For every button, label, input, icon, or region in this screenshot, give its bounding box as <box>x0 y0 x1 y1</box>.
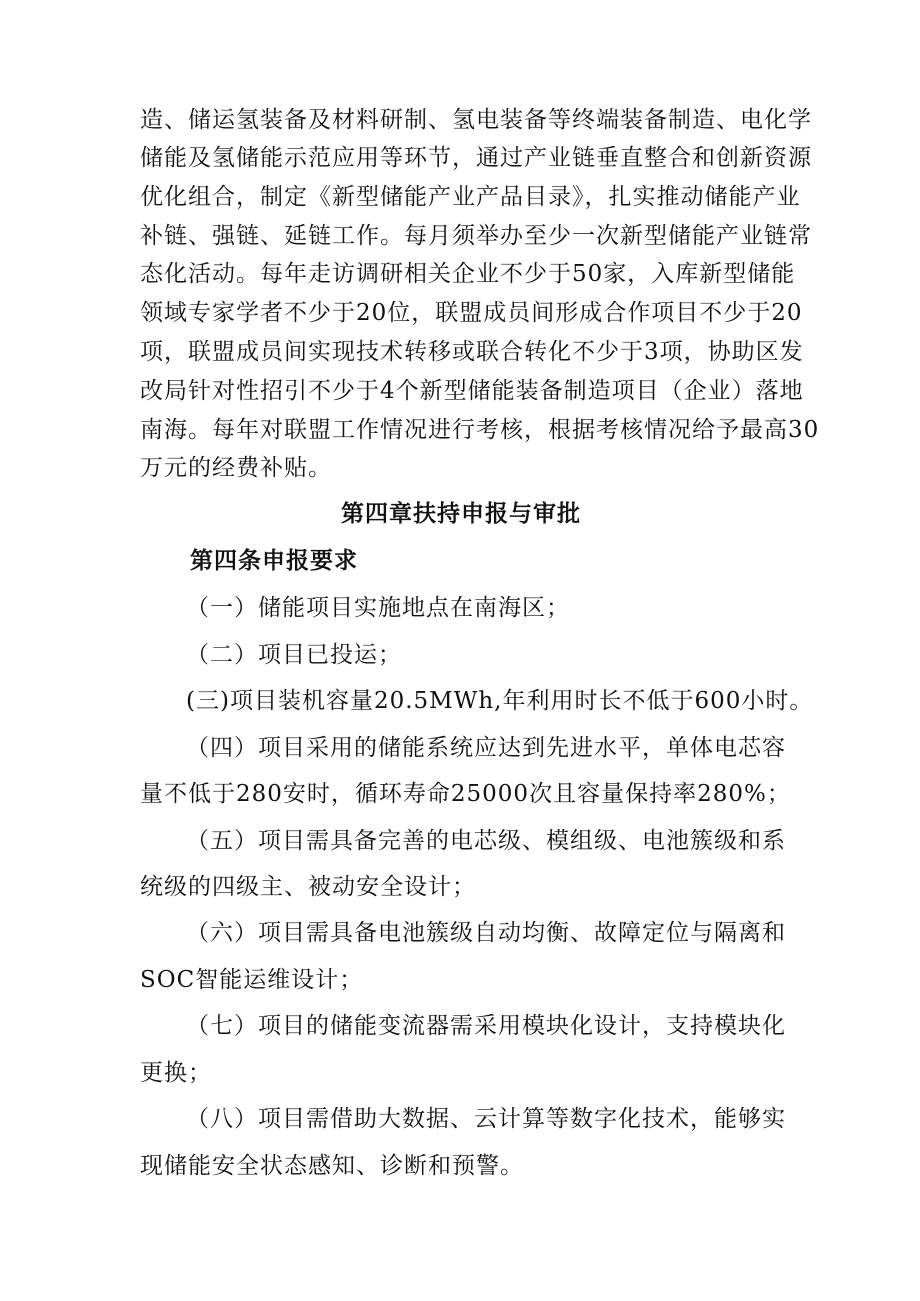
paragraph-line: 万元的经费补贴。 <box>140 455 332 481</box>
requirement-8-line-1: （八）项目需借助大数据、云计算等数字化技术，能够实 <box>186 1106 786 1132</box>
requirement-4-line-1: （四）项目采用的储能系统应达到先进水平，单体电芯容 <box>186 735 786 761</box>
requirement-1: （一）储能项目实施地点在南海区； <box>186 595 570 621</box>
requirement-5-line-1: （五）项目需具备完善的电芯级、模组级、电池簇级和系 <box>186 828 786 854</box>
paragraph-line: 南海。每年对联盟工作情况进行考核，根据考核情况给予最高30 <box>140 417 820 443</box>
paragraph-line: 优化组合，制定《新型储能产业产品目录》，扎实推动储能产业 <box>140 184 801 210</box>
requirement-5-line-2: 统级的四级主、被动安全设计； <box>140 874 476 900</box>
requirement-6-line-1: （六）项目需具备电池簇级自动均衡、故障定位与隔离和 <box>186 920 786 946</box>
paragraph-line: 项，联盟成员间实现技术转移或联合转化不少于3项，协助区发 <box>140 339 804 365</box>
requirement-2: （二）项目已投运； <box>186 642 402 668</box>
requirement-7-line-1: （七）项目的储能变流器需采用模块化设计，支持模块化 <box>186 1013 786 1039</box>
paragraph-line: 领域专家学者不少于20位，联盟成员间形成合作项目不少于20 <box>140 300 803 326</box>
paragraph-line: 补链、强链、延链工作。每月须举办至少一次新型储能产业链常 <box>140 223 812 249</box>
paragraph-line: 改局针对性招引不少于4个新型储能装备制造项目（企业）落地 <box>140 378 804 404</box>
requirement-8-line-2: 现储能安全状态感知、诊断和预警。 <box>140 1153 524 1179</box>
paragraph-line: 造、储运氢装备及材料研制、氢电装备等终端装备制造、电化学 <box>140 107 812 133</box>
article-title: 第四条申报要求 <box>190 547 358 574</box>
requirement-4-line-2: 量不低于280安时，循环寿命25000次且容量保持率280%； <box>140 781 791 807</box>
requirement-6-line-2: SOC智能运维设计； <box>140 967 364 993</box>
paragraph-line: 储能及氢储能示范应用等环节，通过产业链垂直整合和创新资源 <box>140 145 812 171</box>
requirement-3: (三)项目装机容量20.5MWh,年利用时长不低于600小时。 <box>186 688 814 714</box>
requirement-7-line-2: 更换； <box>140 1060 212 1086</box>
paragraph-line: 态化活动。每年走访调研相关企业不少于50家，入库新型储能 <box>140 261 796 287</box>
chapter-title: 第四章扶持申报与审批 <box>341 500 581 527</box>
